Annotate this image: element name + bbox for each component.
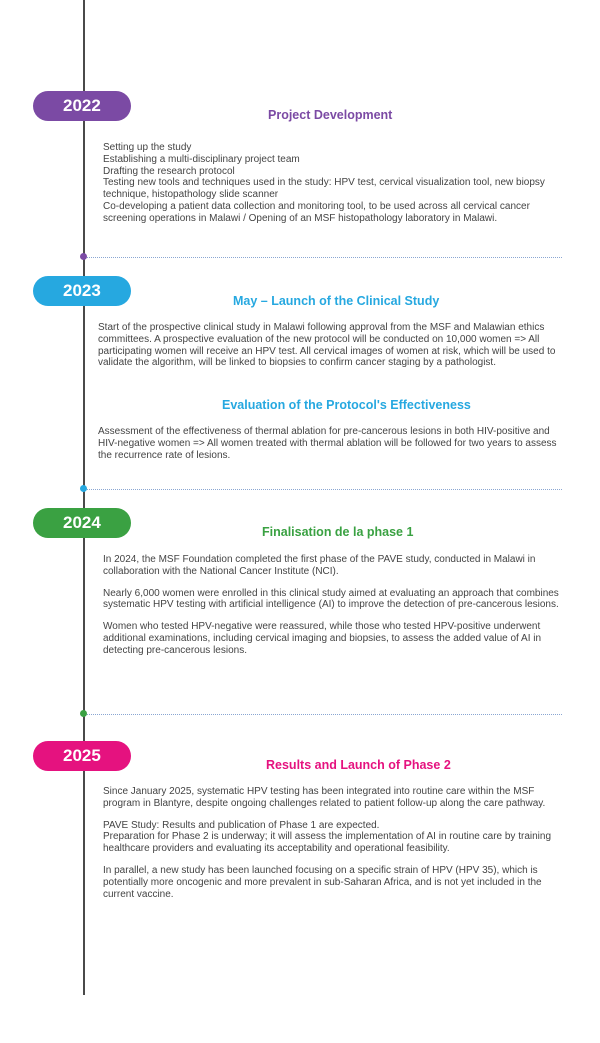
paragraph: In parallel, a new study has been launched focusing on a specific strain of HPV (HPV 35), which is potentially more oncogenic and more prevalent in sub-Saharan Africa, and is not yet included in the current vaccine.: [103, 864, 542, 900]
timeline-dot-2023: [80, 485, 87, 492]
list-item: Setting up the study: [103, 142, 192, 153]
year-badge-2025: 2025: [33, 741, 131, 771]
divider-2023: [87, 489, 562, 490]
paragraph: Preparation for Phase 2 is underway; it will assess the implementation of AI in routine care by training healthcare providers and evaluating its acceptability and operational feasibility.: [103, 831, 552, 855]
divider-2024: [87, 714, 562, 715]
list-item: Co-developing a patient data collection and monitoring tool, to be used across all cervical cancer screening operations in Malawi / Opening of an MSF histopathology laboratory in Malawi.: [103, 200, 530, 224]
section-body-2023-b: Assessment of the effectiveness of thermal ablation for pre-cancerous lesions in both HIV-positive and HIV-negative women => All women treated with thermal ablation will be followed for two years to assess the recurrence rate of lesions.: [98, 426, 557, 461]
section-title-2022: Project Development: [268, 108, 393, 122]
timeline-axis: [83, 0, 85, 995]
section-title-2025: Results and Launch of Phase 2: [266, 758, 451, 772]
divider-2022: [87, 257, 562, 258]
paragraph: PAVE Study: Results and publication of Phase 1 are expected.: [103, 819, 380, 831]
list-item: Testing new tools and techniques used in the study: HPV test, cervical visualization tool, new biopsy technique, histopathology slide scanner: [103, 177, 545, 201]
section-body-2024: [103, 554, 565, 657]
section-body-2023: Start of the prospective clinical study in Malawi following approval from the MSF and Malawian ethics committees. A prospective evaluation of the new protocol will be conducted on 10,000 women => All participating women will receive an HPV test. All cervical images of women at risk, which will be used to validate the algorithm, will be linked to biopsies to confirm cancer staging by a pathologist.: [98, 322, 556, 369]
year-badge-2024: 2024: [33, 508, 131, 538]
list-item: Drafting the research protocol: [103, 165, 235, 177]
paragraph: Nearly 6,000 women were enrolled in this clinical study aimed at evaluating an approach that combines systematic HPV testing with artificial intelligence (AI) to improve the detection of pre-cancerous lesions.: [103, 587, 559, 611]
section-body-2025: [103, 786, 565, 900]
timeline-dot-2022: [80, 253, 87, 260]
paragraph: In 2024, the MSF Foundation completed the first phase of the PAVE study, conducted in Malawi in collaboration with the National Cancer Institute (NCI).: [103, 554, 536, 577]
list-item: Establishing a multi-disciplinary project team: [103, 153, 300, 165]
section-title-2024: Finalisation de la phase 1: [262, 525, 414, 539]
section-body-2022: [103, 142, 563, 225]
section-title-2023: May – Launch of the Clinical Study: [233, 294, 440, 308]
paragraph: Since January 2025, systematic HPV testing has been integrated into routine care within the MSF program in Blantyre, despite ongoing challenges related to patient follow-up along the care pathway.: [103, 786, 546, 809]
paragraph: Women who tested HPV-negative were reassured, while those who tested HPV-positive underwent additional examinations, including cervical imaging and biopsies, to assess the added value of AI in detecting pre-cancerous lesions.: [103, 621, 542, 656]
section-subtitle-2023: Evaluation of the Protocol's Effectiveness: [222, 398, 471, 412]
timeline-dot-2024: [80, 710, 87, 717]
year-badge-2023: 2023: [33, 276, 131, 306]
year-badge-2022: 2022: [33, 91, 131, 121]
